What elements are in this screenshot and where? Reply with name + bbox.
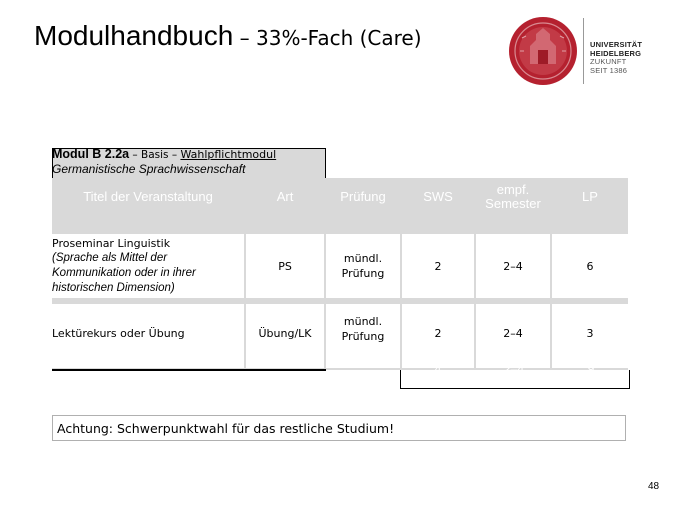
row2-pruefung: mündl. Prüfung — [341, 315, 385, 343]
total-lp: 9 — [587, 362, 595, 376]
row2-sws: 2 — [434, 327, 442, 340]
page-number: 48 — [648, 481, 660, 492]
logo-divider — [583, 18, 584, 84]
modul-type: Wahlpflichtmodul — [180, 148, 277, 161]
row1-art: PS — [278, 259, 292, 273]
modul-table — [52, 178, 628, 370]
header-semester: empf. Semester — [485, 182, 541, 211]
row2-art: Übung/LK — [258, 327, 312, 340]
row1-titel-detail: (Sprache als Mittel der Kommunikation oder in ihrer historischen Dimension) — [52, 252, 196, 294]
wordmark-line-2: HEIDELBERG — [590, 48, 642, 58]
modul-title — [52, 147, 276, 161]
wordmark-line-1: UNIVERSITÄT — [590, 40, 643, 49]
title-main: Modulhandbuch — [34, 20, 234, 51]
row1-titel — [52, 234, 244, 298]
row2-lp: 3 — [586, 327, 594, 340]
header-titel: Titel der Veranstaltung — [83, 189, 213, 204]
header-lp: LP — [582, 189, 598, 204]
row1-sws: 2 — [434, 259, 442, 273]
wordmark-line-3: ZUKUNFT — [590, 57, 627, 66]
total-sws: 4 — [434, 362, 442, 376]
header-pruefung: Prüfung — [340, 189, 386, 204]
row1-semester: 2–4 — [503, 259, 523, 273]
total-semester: 2–4 — [503, 362, 525, 376]
modul-code: Modul B 2.2a — [52, 147, 130, 161]
page-title — [34, 22, 422, 50]
note-box — [52, 415, 626, 441]
note-text: Achtung: Schwerpunktwahl für das restliche Studium! — [57, 420, 395, 436]
row1-pruefung: mündl. Prüfung — [341, 252, 385, 280]
row1-titel-main: Proseminar Linguistik — [52, 237, 171, 250]
header-art: Art — [276, 189, 294, 204]
header-sws: SWS — [423, 189, 453, 204]
modul-subtitle: Germanistische Sprachwissenschaft — [52, 162, 246, 176]
row2-semester: 2–4 — [503, 327, 523, 340]
modul-separator: – Basis – — [129, 149, 181, 161]
wordmark-line-4: SEIT 1386 — [590, 65, 628, 75]
totals-row — [400, 362, 630, 389]
row2-titel: Lektürekurs oder Übung — [52, 327, 185, 340]
university-seal-logo — [508, 16, 578, 86]
title-sub: – 33%-Fach (Care) — [233, 26, 422, 50]
row1-lp: 6 — [586, 259, 594, 273]
table-bottom-rule — [52, 369, 326, 371]
university-wordmark — [590, 41, 642, 75]
